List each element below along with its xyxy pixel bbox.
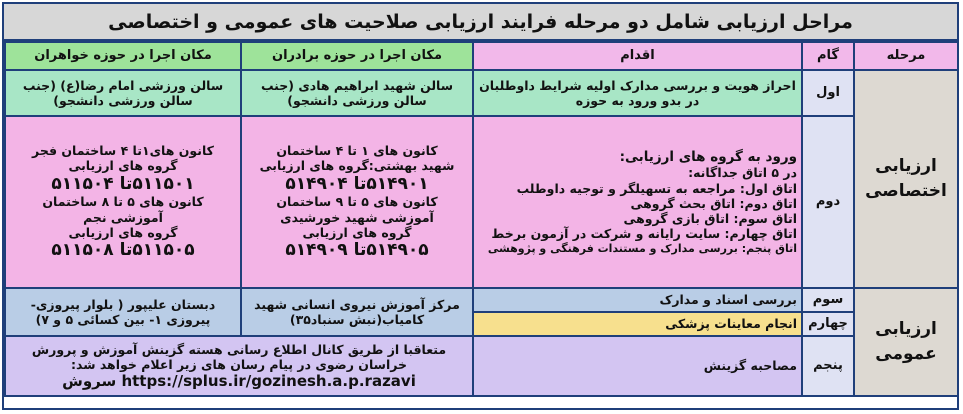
action-2-line: در ۵ اتاق جداگانه:	[688, 165, 797, 181]
interview-notice	[5, 336, 473, 396]
action-2-heading: ورود به گروه های ارزیابی:	[619, 148, 797, 165]
page-title: مراحل ارزیابی شامل دو مرحله فرایند ارزیابی صلاحیت های عمومی و اختصاصی	[4, 4, 957, 41]
action-2	[473, 116, 802, 288]
step-1: اول	[802, 70, 854, 116]
step-5: پنجم	[802, 336, 854, 396]
sisters-group-numbers: ۵۱۱۵۰۱تا ۵۱۱۵۰۴	[51, 173, 195, 194]
sisters-text: آموزشی نجم	[83, 209, 163, 225]
sisters-text: گروه های ارزیابی	[68, 158, 178, 174]
brothers-group-numbers: ۵۱۴۹۰۱تا ۵۱۴۹۰۴	[285, 173, 429, 194]
stage-specialized: ارزیابی اختصاصی	[854, 70, 958, 288]
evaluation-table	[4, 41, 959, 397]
sisters-group-numbers: ۵۱۱۵۰۵تا ۵۱۱۵۰۸	[51, 240, 195, 261]
sisters-text: کانون های۱تا ۴ ساختمان فجر	[32, 143, 214, 159]
notice-text: متعاقبا از طریق کانال اطلاع رسانی هسته گزینش آموزش و پرورش خراسان رضوی در پیام رسان های زیر اعلام خواهد شد:	[31, 341, 447, 372]
step-3: سوم	[802, 288, 854, 312]
action-3: بررسی اسناد و مدارک	[473, 288, 802, 312]
sisters-location-2	[5, 116, 241, 288]
action-2-line: اتاق سوم: اتاق بازی گروهی	[623, 211, 797, 227]
stage-general: ارزیابی عمومی	[854, 288, 958, 396]
brothers-text: کانون های ۱ تا ۴ ساختمان	[276, 143, 438, 159]
brothers-text: شهید بهشتی:گروه های ارزیابی	[259, 158, 455, 174]
action-2-line: اتاق پنجم: بررسی مدارک و مستندات فرهنگی و پژوهشی	[487, 241, 797, 255]
header-stage: مرحله	[854, 42, 958, 70]
table-row	[5, 336, 958, 396]
sisters-location-1: سالن ورزشی امام رضا(ع) (جنب سالن ورزشی دانشجو)	[5, 70, 241, 116]
step-4: چهارم	[802, 312, 854, 336]
brothers-text: گروه های ارزیابی	[302, 224, 412, 240]
soroush-channel-link[interactable]: سروش https://splus.ir/gozinesh.a.p.razavi	[62, 372, 416, 391]
header-sisters: مکان اجرا در حوزه خواهران	[5, 42, 241, 70]
action-2-line: اتاق چهارم: سایت رایانه و شرکت در آزمون برخط	[491, 226, 797, 242]
step-2: دوم	[802, 116, 854, 288]
header-step: گام	[802, 42, 854, 70]
table-row	[5, 288, 958, 312]
evaluation-steps-table-frame	[2, 2, 959, 410]
sisters-location-3: دبستان علیپور ( بلوار پیروزی- پیروزی ۱- بین کسائی ۵ و ۷)	[5, 288, 241, 336]
table-row	[5, 116, 958, 288]
brothers-location-2	[241, 116, 473, 288]
header-brothers: مکان اجرا در حوزه برادران	[241, 42, 473, 70]
brothers-text: کانون های ۵ تا ۹ ساختمان	[276, 194, 438, 210]
header-action: اقدام	[473, 42, 802, 70]
action-5: مصاحبه گزینش	[473, 336, 802, 396]
brothers-location-1: سالن شهید ابراهیم هادی (جنب سالن ورزشی دانشجو)	[241, 70, 473, 116]
sisters-text: گروه های ارزیابی	[68, 224, 178, 240]
header-row	[5, 42, 958, 70]
brothers-text: آموزشی شهید خورشیدی	[280, 209, 434, 225]
brothers-group-numbers: ۵۱۴۹۰۵تا ۵۱۴۹۰۹	[285, 240, 429, 261]
action-2-line: اتاق دوم: اتاق بحث گروهی	[630, 195, 797, 211]
action-4: انجام معاینات پزشکی	[473, 312, 802, 336]
sisters-text: کانون های ۵ تا ۸ ساختمان	[42, 194, 204, 210]
brothers-location-3: مرکز آموزش نیروی انسانی شهید کامیاب(نبش سنباد۳۵)	[241, 288, 473, 336]
action-1: احراز هویت و بررسی مدارک اولیه شرایط داوطلبان در بدو ورود به حوزه	[473, 70, 802, 116]
table-row	[5, 70, 958, 116]
action-2-line: اتاق اول: مراجعه به تسهیلگر و توجیه داوطلب	[516, 180, 797, 196]
